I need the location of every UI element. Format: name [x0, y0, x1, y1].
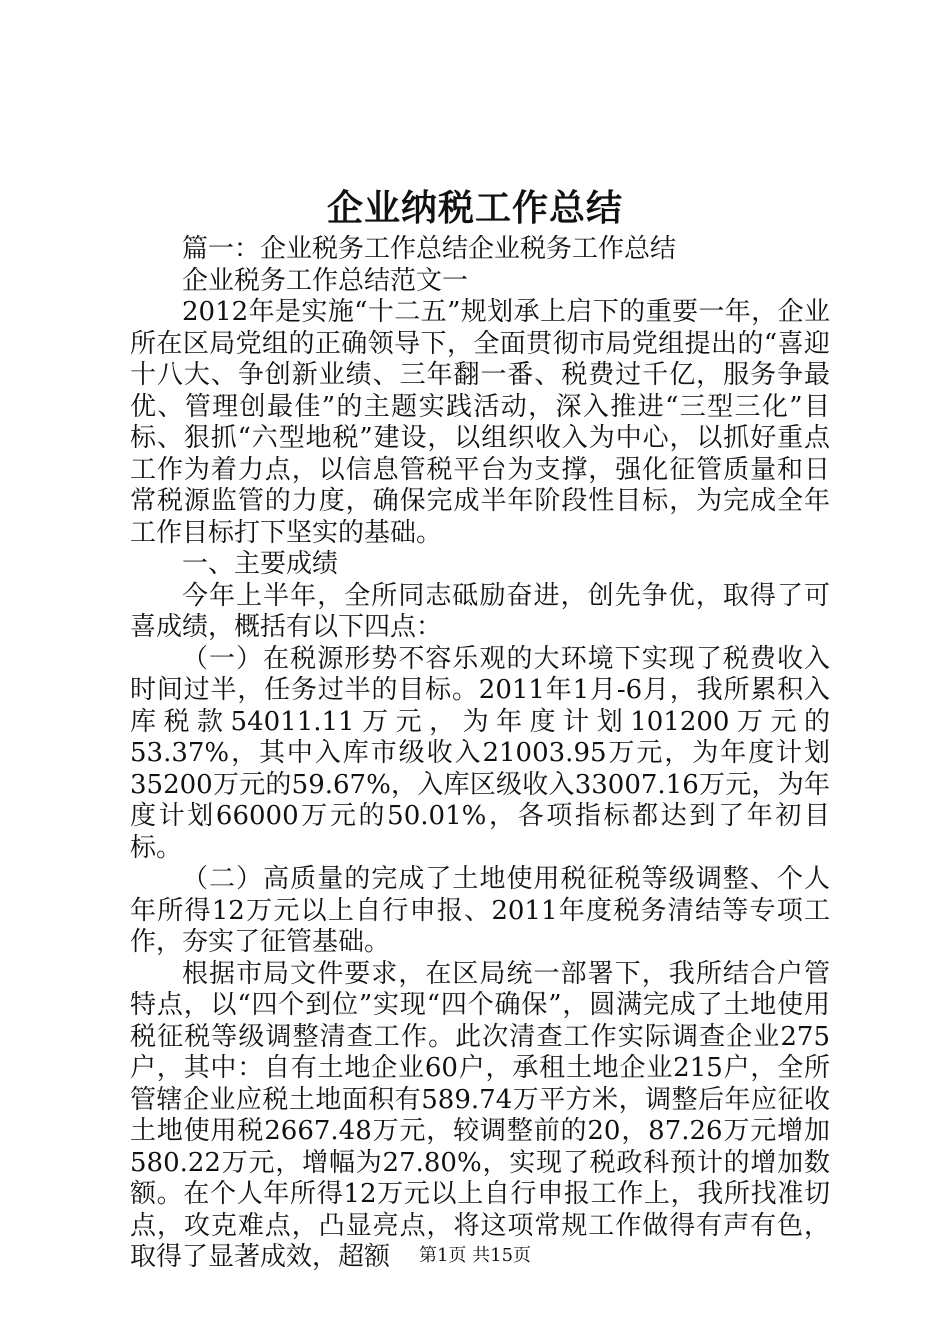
document-title: 企业纳税工作总结	[326, 187, 623, 229]
intro-paragraph: 2012年是实施“十二五”规划承上启下的重要一年，企业所在区局党组的正确领导下，全面贯彻市局党组提出的“喜迎十八大、争创新业绩、三年翻一番、税费过千亿，服务争最优、管理创最佳”的主题实践活动，深入推进“三型三化”目标、狠抓“六型地税”建设，以组织收入为中心，以抓好重点工作为着力点，以信息管税平台为支撑，强化征管质量和日常税源监管的力度，确保完成半年阶段性目标，为完成全年工作目标打下坚实的基础。	[130, 297, 830, 548]
subheading-sample-one: 企业税务工作总结范文一	[182, 265, 469, 296]
document-body	[130, 234, 830, 1274]
section-heading-part-one: 篇一：企业税务工作总结企业税务工作总结	[182, 234, 677, 264]
result-item-one-paragraph: （一）在税源形势不容乐观的大环境下实现了税费收入时间过半，任务过半的目标。2011年1月-6月，我所累积入库税款54011.11万元，为年度计划101200万元的53.37%，其中入库市级收入21003.95万元，为年度计划35200万元的59.67%，入库区级收入33007.16万元，为年度计划66000万元的50.01%，各项指标都达到了年初目标。	[130, 643, 830, 863]
section-heading-main-results: 一、主要成绩	[182, 549, 339, 579]
land-tax-paragraph: 根据市局文件要求，在区局统一部署下，我所结合户管特点，以“四个到位”实现“四个确保”，圆满完成了土地使用税征税等级调整清查工作。此次清查工作实际调查企业275户，其中：自有土地企业60户，承租土地企业215户，全所管辖企业应税土地面积有589.74万平方米，调整后年应征收土地使用税2667.48万元，较调整前的20，87.26万元增加580.22万元，增幅为27.80%，实现了税政科预计的增加数额。在个人年所得12万元以上自行申报工作上，我所找准切点，攻克难点，凸显亮点，将这项常规工作做得有声有色，取得了显著成效，超额	[130, 958, 830, 1272]
result-item-two-paragraph: （二）高质量的完成了土地使用税征税等级调整、个人年所得12万元以上自行申报、2011年度税务清结等专项工作，夯实了征管基础。	[130, 864, 830, 957]
results-summary-paragraph: 今年上半年，全所同志砥励奋进，创先争优，取得了可喜成绩，概括有以下四点：	[130, 580, 830, 642]
page-number-footer: 第1页 共15页	[418, 1245, 532, 1266]
